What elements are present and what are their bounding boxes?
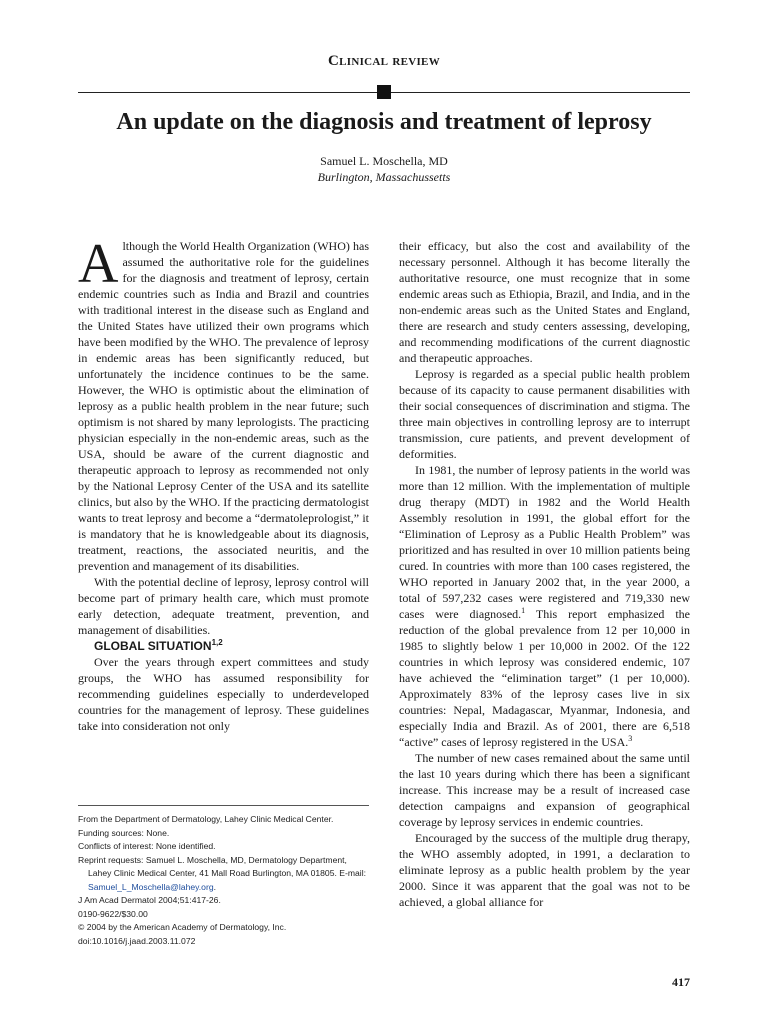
section-heading: GLOBAL SITUATION$^{1,2}$ bbox=[94, 638, 223, 653]
right-column bbox=[399, 238, 690, 910]
body-paragraph: In 1981, the number of leprosy patients in the world was more than 12 million. With the implementation of multiple drug therapy (MDT) in 1982 and the World Health Assembly resolution in 1991, the global effort for the “Elimination of Leprosy as a Public Health Problem” was prioritized and has resulted in over 10 million patients being cured. In countries with more than 100 cases registered, the WHO reported in January 2002 that, in the year 2000, a total of 597,232 cases were registered and 719,330 new cases were diagnosed.$^1$ This report emphasized the reduction of the global prevalence from 12 per 10,000 in 1985 to slightly below 1 per 10,000 in 2002. Of the 122 countries in which leprosy was considered endemic, 107 have achieved the “elimination target” (1 per 10,000). Approximately 83% of the leprosy cases live in six countries: Nepal, Madagascar, Myanmar, Indonesia, and especially India and Brazil. As of 2001, there are 6,518 “active” cases of leprosy registered in the USA.$^3$ bbox=[399, 463, 690, 749]
citation-ref: 1,2 bbox=[211, 638, 223, 647]
footnote-doi: doi:10.1016/j.jaad.2003.11.072 bbox=[78, 935, 196, 946]
header-rule-marker bbox=[377, 85, 391, 99]
citation-ref: 3 bbox=[628, 734, 633, 743]
page-number: 417 bbox=[672, 975, 690, 989]
footnote-funding: Funding sources: None. bbox=[78, 827, 170, 838]
author-name: Samuel L. Moschella, MD bbox=[320, 154, 448, 168]
footnote-reprint: Reprint requests: Samuel L. Moschella, MD, Dermatology Department, Lahey Clinic Medical Center, 41 Mall Road Burlington, MA 01805. E-mail: Samuel_L_Moschella@lahey.org. bbox=[78, 854, 367, 892]
body-paragraph: Leprosy is regarded as a special public health problem because of its capacity to cause permanent disabilities with their social consequences of discrimination and stigma. The three main objectives in controlling leprosy are to interrupt transmission, cure patients, and prevent development of deformities. bbox=[399, 367, 690, 461]
footnote-journal: J Am Acad Dermatol 2004;51:417-26. bbox=[78, 895, 221, 905]
footnote-affiliation: From the Department of Dermatology, Lahey Clinic Medical Center. bbox=[78, 814, 334, 824]
footnote-copyright: © 2004 by the American Academy of Dermatology, Inc. bbox=[78, 922, 287, 932]
footnote-rule bbox=[78, 805, 369, 806]
body-paragraph: Over the years through expert committees and study groups, the WHO has assumed responsibility for recommending guidelines especially to underdeveloped countries for the management of leprosy. These guidelines take into consideration not only bbox=[78, 655, 369, 733]
body-paragraph: Encouraged by the success of the multiple drug therapy, the WHO assembly adopted, in 1991, a declaration to eliminate leprosy as a public health problem by the year 2000. Since it was apparent that the goal was not to be achieved, a global alliance for bbox=[399, 831, 690, 909]
footnote-issn: 0190-9622/$30.00 bbox=[78, 908, 148, 919]
citation-ref: 1 bbox=[521, 606, 526, 615]
article-title: An update on the diagnosis and treatment of leprosy bbox=[116, 109, 652, 135]
body-paragraph: With the potential decline of leprosy, leprosy control will become part of primary health care, which must promote early detection, adequate treatment, prevention, and management of disabilities. bbox=[78, 575, 369, 637]
email-link[interactable]: Samuel_L_Moschella@lahey.org bbox=[88, 881, 214, 892]
section-label: Clinical review bbox=[328, 53, 440, 69]
drop-cap: A bbox=[78, 233, 119, 295]
footnotes bbox=[78, 813, 369, 948]
left-column bbox=[78, 233, 369, 734]
author-affiliation: Burlington, Massachussetts bbox=[317, 170, 451, 184]
body-paragraph: The number of new cases remained about the same until the last 10 years during which there has been a significant increase. This increase may be a result of increased case detection campaigns and expansion of geographical coverage by leprosy services in endemic countries. bbox=[399, 751, 690, 829]
footnote-conflicts: Conflicts of interest: None identified. bbox=[78, 841, 216, 851]
body-paragraph: their efficacy, but also the cost and availability of the necessary personnel. Although it has become literally the authoritative resource, one must recognize that in some endemic areas such as Ethiopia, Brazil, and India, and in the non-endemic areas such as the United States and England, there are research and study centers assessing, developing, and recommending modifications of the current diagnostic and therapeutic approaches. bbox=[399, 239, 690, 365]
intro-paragraph: Although the World Health Organization (WHO) has assumed the authoritative role for the guidelines for the diagnosis and treatment of leprosy, certain endemic countries such as India and Brazil and countries with traditional interest in the disease such as England and the United States have utilized their own programs which have been modified by the WHO. The prevalence of leprosy in endemic areas has been significantly reduced, but unfortunately the incidence continues to be the same. However, the WHO is optimistic about the elimination of leprosy as a public health problem in the near future; such optimism is not shared by many leprologists. The practicing physician especially in the non-endemic areas, such as the USA, should be aware of the current diagnostic and therapeutic approach to leprosy as recommended not only by the National Leprosy Center of the USA and its satellite clinics, but also by the WHO. If the practicing dermatologist wants to treat leprosy and become a “dermatoleprologist,” it is mandatory that he is knowledgeable about its diagnosis, treatment, reactions, the associated neuritis, and the prevention and management of its disabilities. bbox=[78, 233, 369, 573]
